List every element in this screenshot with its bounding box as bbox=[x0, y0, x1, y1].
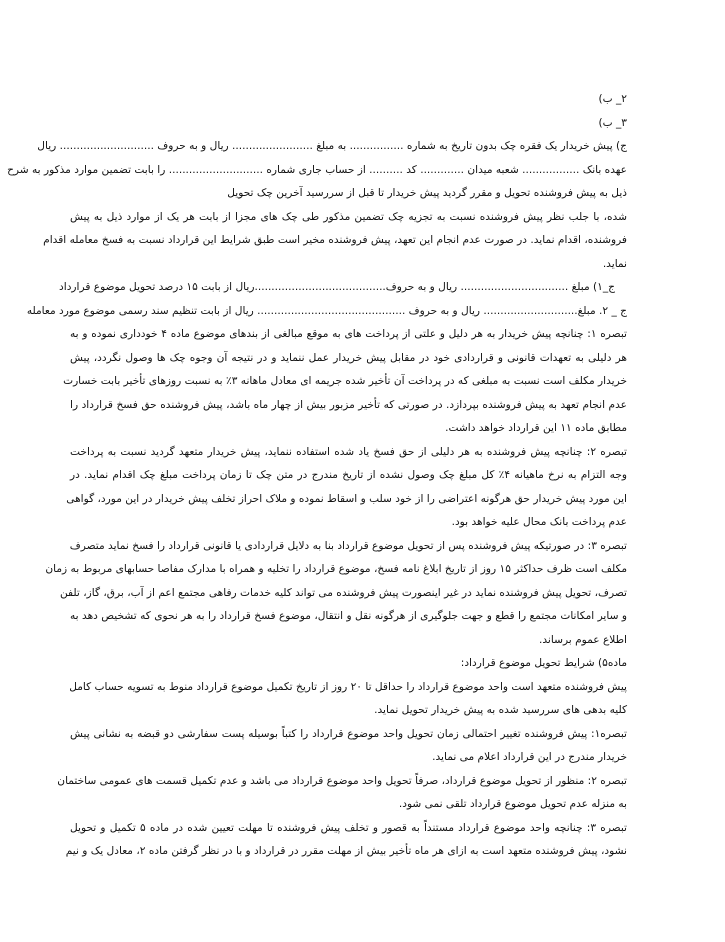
note-line: این مورد پیش خریدار حق هرگونه اعتراضی را از خود سلب و اسقاط نموده و ملاک احراز تخلف پیش خریدار در این مورد، گواهی bbox=[66, 492, 627, 505]
note-line: نشود، پیش فروشنده متعهد است به ازای هر ماه تأخیر بیش از مهلت مقرر در قرارداد و با در نظر گرفتن ماده ۲، معادل یک و نیم bbox=[65, 845, 627, 857]
note-line: تصرف، تحویل پیش فروشنده نماید در غیر اینصورت پیش فروشنده می تواند کلیه خدمات رفاهی مجتمع اعم از آب، برق، گاز، تلفن bbox=[59, 586, 627, 599]
note-line: هر دلیلی به تعهدات قانونی و قراردادی خود در مقابل پیش خریدار عمل ننماید و در نتیجه آن وجوه چک ها وصول نگردد، پیش bbox=[70, 351, 627, 364]
list-item: ۲_ ب) bbox=[598, 93, 627, 105]
note-line: تبصره۱: پیش فروشنده تغییر احتمالی زمان تحویل واحد موضوع قرارداد را کتباً بوسیله پست سفارشی دو قبضه به نشانی پیش bbox=[70, 727, 627, 740]
paragraph-line: نماید. bbox=[602, 257, 627, 270]
note-line: اطلاع عموم برساند. bbox=[538, 633, 627, 646]
note-line: خریدار مندرج در این قرارداد اعلام می نماید. bbox=[432, 751, 627, 763]
paragraph-line: ذیل به پیش فروشنده تحویل و مقرر گردید پیش خریدار تا قبل از سررسید آخرین چک تحویل bbox=[227, 187, 627, 199]
note-line: تبصره ۳: در صورتیکه پیش فروشنده پس از تحویل موضوع قرارداد بنا به دلایل قراردادی یا قانونی قرارداد را فسخ نماید متصرف bbox=[69, 539, 627, 552]
payment-line: ج_۱) مبلغ ................................ ریال و به حروف.......................................ریال از بابت ۱۵ درصد تحویل موضوع قرارداد bbox=[59, 281, 615, 293]
paragraph-line: فروشنده، اقدام نماید. در صورت عدم انجام این تعهد، پیش فروشنده مخیر است طبق شرایط این قرارداد نسبت به فسخ معامله اقدام bbox=[43, 234, 627, 246]
note-line: تبصره ۲: چنانچه پیش فروشنده به هر دلیلی از حق فسخ یاد شده استفاده ننماید، پیش خریدار متعهد گردید نسبت به پرداخت bbox=[70, 445, 627, 458]
paragraph-line: کلیه بدهی های سررسید شده به پیش خریدار تحویل نماید. bbox=[374, 704, 627, 716]
note-line: عدم پرداخت بانک محال علیه خواهد بود. bbox=[451, 516, 627, 528]
paragraph-line: شده، با جلب نظر پیش فروشنده نسبت به تجزیه چک تضمین مذکور طی چک های مجزا از بابت هر یک از موارد ذیل به پیش bbox=[70, 210, 627, 223]
paragraph-line: ج) پیش خریدار یک فقره چک بدون تاریخ به شماره ................ به مبلغ ........................ ریال و به حروف ............................ ریال bbox=[37, 140, 627, 152]
note-line: مکلف است ظرف حداکثر ۱۵ روز از تاریخ ابلاغ نامه فسخ، موضوع قرارداد را تخلیه و همراه با مدارک مفاصا حسابهای مربوط به زمان bbox=[45, 563, 627, 575]
note-line: خریدار مکلف است نسبت به مبلغی که در پرداخت آن تأخیر شده جریمه ای معادل ماهانه ۳٪ به نسبت روزهای تأخیر بابت خسارت bbox=[63, 375, 627, 387]
note-line: تبصره ۳: چنانچه واحد موضوع قرارداد مستنداً به قصور و تخلف پیش فروشنده تا مهلت تعیین شده در ماده ۵ تکمیل و تحویل bbox=[70, 821, 628, 834]
list-item: ۳_ ب) bbox=[598, 116, 627, 129]
note-line: مطابق ماده ۱۱ این قرارداد خواهد داشت. bbox=[445, 422, 627, 434]
note-line: به منزله عدم تحویل موضوع قرارداد تلقی نمی شود. bbox=[398, 798, 627, 810]
payment-line: ج _ ۲. مبلغ............................ ریال و به حروف ............................................ ریال از بابت تنظیم سند رسمی موضوع مورد معامله bbox=[26, 304, 627, 317]
note-line: وجه التزام به نرخ ماهیانه ۴٪ کل مبلغ چک وصول نشده از تاریخ مندرج در متن چک تا زمان پرداخت مبلغ چک اقدام نماید. در bbox=[70, 469, 627, 481]
section-heading: ماده۵) شرایط تحویل موضوع قرارداد: bbox=[460, 657, 627, 669]
paragraph-line: پیش فروشنده متعهد است واحد موضوع قرارداد را حداقل تا ۲۰ روز از تاریخ تکمیل موضوع قرارداد منوط به تسویه حساب کامل bbox=[69, 680, 627, 693]
note-line: و سایر امکانات مجتمع را قطع و جهت جلوگیری از هرگونه نقل و انتقال، موضوع فسخ قرارداد را به هر نحوی که تشخیص دهد به bbox=[70, 610, 627, 622]
paragraph-line: عهده بانک ................. شعبه میدان ............. کد .......... از حساب جاری شماره ............................ را بابت تضمین موارد مذکور به شرح bbox=[7, 163, 627, 176]
note-line: تبصره ۱: چنانچه پیش خریدار به هر دلیل و علتی از پرداخت های به موقع مبالغی از بندهای موضوع ماده ۴ خودداری نموده و به bbox=[70, 328, 627, 340]
note-line: عدم انجام تعهد به پیش فروشنده بپردازد. در صورتی که تأخیر مزبور بیش از چهار ماه باشد، پیش فروشنده حق فسخ قرارداد را bbox=[70, 398, 627, 411]
note-line: تبصره ۲: منظور از تحویل موضوع قرارداد، صرفاً تحویل واحد موضوع قرارداد می باشد و عدم تکمیل قسمت های عمومی ساختمان bbox=[57, 774, 627, 787]
